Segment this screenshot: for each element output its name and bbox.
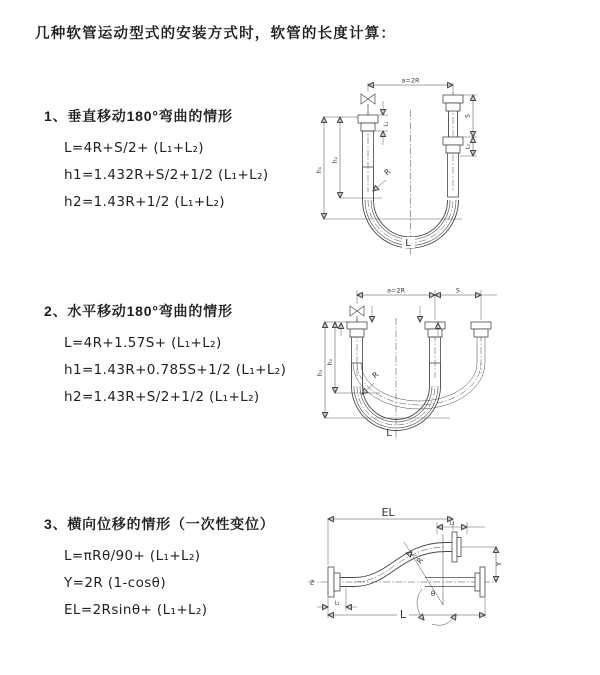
section-1	[44, 106, 269, 216]
d1-span-dimension	[368, 77, 453, 95]
d2-radius-callout	[362, 370, 380, 394]
dim-label-span: a=2R	[386, 286, 406, 295]
dim-label-h1: h₁	[316, 166, 323, 174]
formula-line: L=πRθ/90+ (L₁+L₂)	[64, 548, 201, 564]
dim-label-l1: L₁	[383, 121, 390, 127]
d3-hose-s-curve	[354, 543, 446, 587]
section-2-heading: 2、水平移动180°弯曲的情形	[44, 303, 233, 319]
radius-label: R	[370, 369, 381, 381]
page-title: 几种软管运动型式的安装方式时，软管的长度计算：	[35, 26, 397, 42]
formula-line: L=4R+1.57S+ (L₁+L₂)	[64, 335, 222, 351]
d3-displaced-flange	[446, 532, 461, 562]
section-2	[44, 301, 286, 411]
dim-label-el: EL	[381, 506, 395, 519]
diagram-lateral-displacement	[300, 492, 512, 630]
length-label: L	[386, 428, 392, 439]
dim-label-s: S	[464, 114, 472, 118]
formula-line: L=4R+S/2+ (L₁+L₂)	[64, 140, 204, 156]
dim-label-l1: L₁	[465, 143, 472, 150]
radius-label: R	[382, 166, 393, 178]
section-1-heading: 1、垂直移动180°弯曲的情形	[44, 108, 233, 124]
dim-label-l1: L₁	[334, 600, 340, 607]
d1-s-dimension-right	[460, 95, 477, 156]
length-label: L	[405, 238, 411, 249]
d2-span-dimension	[357, 287, 497, 321]
diagram-horizontal-180-bend	[305, 278, 520, 448]
dim-label-h2: h₂	[327, 358, 334, 366]
radius-label: R	[414, 555, 426, 566]
angle-label: θ	[430, 590, 436, 598]
d3-l1-dimension-left	[317, 588, 357, 618]
dim-label-span: a=2R	[401, 76, 420, 85]
formula-line: h1=1.43R+0.785S+1/2 (L₁+L₂)	[64, 362, 287, 378]
d3-el-dimension	[328, 506, 453, 565]
axis-label: Z	[309, 578, 315, 587]
d3-l-dimension	[328, 598, 485, 621]
dim-label-l1: L₁	[449, 520, 455, 527]
d3-l1-dimension-top	[437, 521, 485, 535]
formula-line: h2=1.43R+S/2+1/2 (L₁+L₂)	[64, 389, 260, 405]
d3-construction-lines	[404, 534, 456, 625]
dim-label-h1: h₁	[317, 369, 324, 377]
formula-line: h1=1.432R+S/2+1/2 (L₁+L₂)	[64, 167, 269, 183]
d1-radius-callout	[373, 167, 392, 191]
diagram-vertical-180-bend	[310, 70, 510, 258]
d1-valve-icon	[361, 94, 375, 115]
dim-label-y: Y	[495, 561, 503, 567]
formula-line: Y=2R (1-cosθ)	[64, 575, 166, 591]
formula-line: EL=2Rsinθ+ (L₁+L₂)	[64, 602, 208, 618]
d1-centerlines	[368, 92, 453, 255]
dim-label-s: S	[455, 286, 461, 295]
d2-valve-icon	[350, 306, 364, 322]
dim-label-h2: h₂	[332, 156, 339, 164]
section-3	[44, 514, 275, 624]
formula-line: h2=1.43R+1/2 (L₁+L₂)	[64, 194, 225, 210]
d2-right-pipe-assembly	[471, 322, 491, 337]
length-label: L	[399, 608, 407, 621]
d1-h-dimensions	[316, 117, 462, 219]
section-3-heading: 3、横向位移的情形（一次性变位）	[44, 516, 275, 532]
